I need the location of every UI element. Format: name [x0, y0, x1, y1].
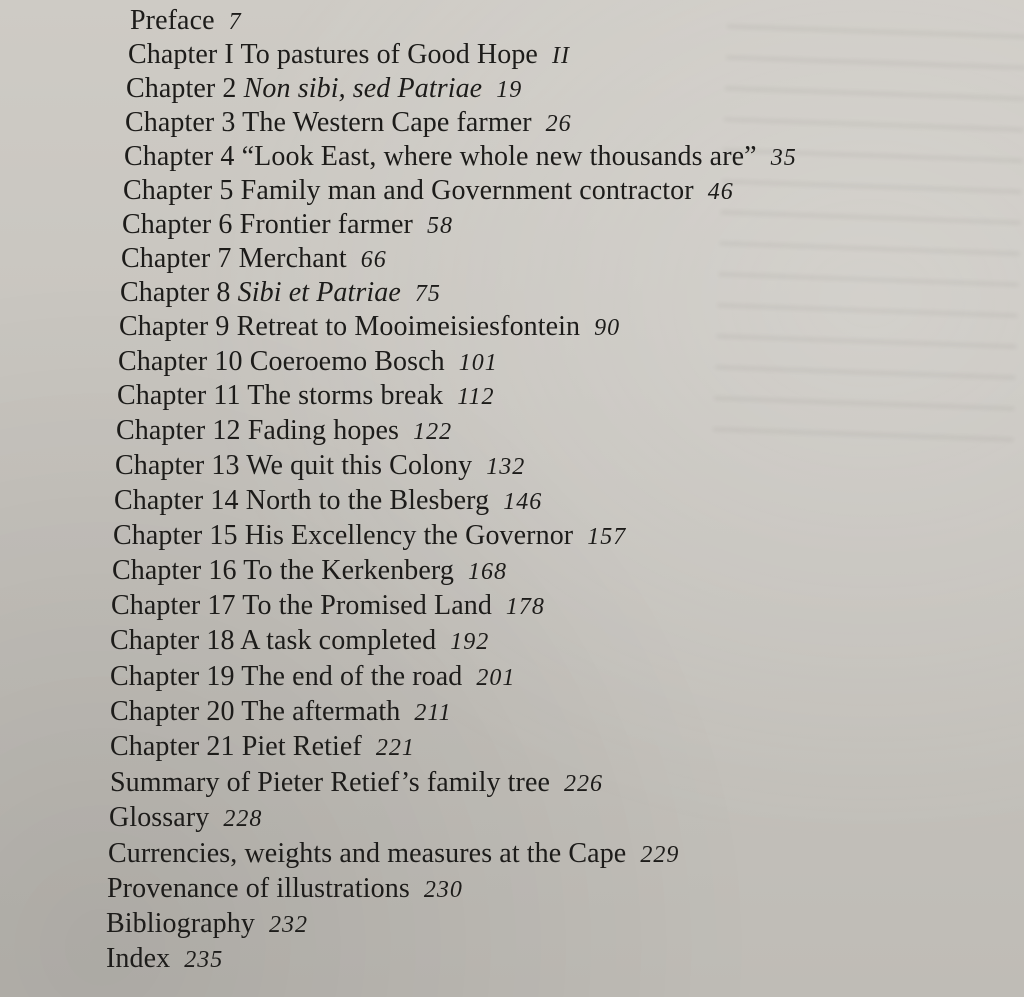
toc-page-number: 122: [413, 419, 453, 445]
toc-entry-title: The end of the road: [241, 661, 463, 692]
toc-page-number: 90: [594, 315, 621, 341]
toc-page-number: 75: [414, 281, 441, 307]
toc-entry-label: Chapter 3: [125, 107, 236, 138]
toc-entry: [108, 837, 679, 872]
toc-page-number: 211: [414, 700, 452, 726]
toc-entry: [111, 589, 545, 624]
toc-entry-title: Retreat to Mooimeisiesfontein: [236, 311, 581, 342]
toc-entry-label: Chapter 21: [110, 731, 235, 762]
toc-entry: [110, 730, 415, 765]
toc-entry: [110, 624, 489, 659]
toc-entry-title: North to the Blesberg: [245, 485, 490, 516]
toc-entry-label: Provenance of illustrations: [107, 873, 410, 904]
toc-page-number: 46: [707, 179, 734, 205]
toc-entry: [106, 907, 308, 942]
toc-entry-label: Chapter 6: [122, 209, 233, 240]
toc-page-number: 230: [423, 877, 463, 903]
toc-page-number: 19: [496, 77, 523, 103]
toc-entry: [107, 872, 463, 907]
toc-entry-label: Currencies, weights and measures at the Cape: [108, 838, 627, 869]
toc-entry-title: Merchant: [238, 243, 347, 274]
toc-page-number: 221: [375, 735, 415, 761]
toc-entry-title: Frontier farmer: [239, 209, 413, 240]
toc-entry-title: The Western Cape farmer: [242, 107, 532, 138]
toc-entry-label: Chapter 12: [116, 415, 241, 446]
toc-entry-label: Chapter 7: [121, 243, 232, 274]
toc-entry-label: Chapter 15: [113, 520, 238, 551]
toc-page-number: 157: [587, 524, 627, 550]
toc-entry: [114, 484, 542, 519]
toc-entry: [112, 554, 507, 589]
toc-page-number: 229: [640, 842, 680, 868]
toc-entry-title: Non sibi, sed Patriae: [243, 73, 483, 104]
toc-page-number: 7: [228, 9, 242, 35]
toc-entry: [110, 695, 452, 730]
toc-entry-title: To pastures of Good Hope: [240, 39, 538, 70]
toc-entry: [120, 276, 441, 311]
toc-entry-title: His Excellency the Governor: [244, 520, 574, 551]
toc-page-number: 146: [503, 489, 543, 515]
toc-page-number: 58: [426, 213, 453, 239]
toc-entry: [121, 242, 387, 277]
toc-entry: [109, 801, 262, 836]
toc-entry: [119, 310, 620, 345]
toc-entry-title: Coeroemo Bosch: [249, 346, 445, 377]
toc-entry: [117, 379, 494, 414]
toc-entry-label: Chapter 8: [120, 277, 231, 308]
toc-entry-title: “Look East, where whole new thousands are”: [241, 141, 757, 172]
toc-entry-title: Fading hopes: [247, 415, 400, 446]
toc-entry-label: Chapter 2: [126, 73, 237, 104]
toc-entry-title: Piet Retief: [241, 731, 362, 762]
toc-entry-label: Chapter 18: [110, 625, 235, 656]
toc-entry: [126, 72, 522, 107]
toc-entry-label: Chapter 17: [111, 590, 236, 621]
toc-page-number: 112: [457, 384, 495, 410]
toc-page-number: 178: [505, 594, 545, 620]
toc-entry-label: Index: [106, 943, 171, 974]
toc-entry-label: Chapter 5: [123, 175, 234, 206]
toc-page-number: 66: [360, 247, 387, 273]
toc-page-number: II: [551, 43, 570, 69]
toc-entry-title: To the Kerkenberg: [243, 555, 454, 586]
toc-entry: [125, 106, 572, 141]
toc-entry-label: Bibliography: [106, 908, 255, 939]
toc-entry-label: Chapter 20: [110, 696, 235, 727]
toc-entry: [106, 942, 223, 977]
toc-entry-title: We quit this Colony: [246, 450, 473, 481]
toc-entry-title: Family man and Government contractor: [240, 175, 694, 206]
toc-entry-label: Glossary: [109, 802, 210, 833]
toc-page-number: 228: [223, 806, 263, 832]
toc-entry-label: Chapter 9: [119, 311, 230, 342]
toc-entry-label: Chapter 14: [114, 485, 239, 516]
toc-page-number: 201: [476, 665, 516, 691]
toc-entry-label: Summary of Pieter Retief’s family tree: [110, 767, 551, 798]
toc-entry: [116, 414, 452, 449]
toc-page-number: 132: [486, 454, 526, 480]
show-through-text: [713, 25, 1024, 455]
toc-page-number: 235: [184, 947, 224, 973]
toc-entry-title: The storms break: [247, 380, 444, 411]
toc-entry: [113, 519, 626, 554]
toc-page-number: 101: [458, 350, 498, 376]
toc-entry-title: Sibi et Patriae: [237, 277, 401, 308]
toc-entry: [115, 449, 525, 484]
toc-entry-label: Chapter 11: [117, 380, 241, 411]
toc-entry-label: Chapter 13: [115, 450, 240, 481]
toc-page-number: 192: [450, 629, 490, 655]
toc-entry: [118, 345, 498, 380]
toc-page-number: 168: [467, 559, 507, 585]
toc-page-number: 232: [268, 912, 308, 938]
toc-entry: [128, 38, 570, 73]
toc-page-number: 35: [770, 145, 797, 171]
toc-entry: [124, 140, 797, 175]
toc-entry: [130, 4, 242, 39]
toc-entry: [122, 208, 453, 243]
toc-entry-label: Chapter 4: [124, 141, 235, 172]
toc-entry: [123, 174, 734, 209]
toc-entry: [110, 660, 515, 695]
toc-entry-label: Chapter 19: [110, 661, 235, 692]
toc-entry: [110, 766, 603, 801]
toc-entry-title: To the Promised Land: [242, 590, 492, 621]
toc-entry-title: A task completed: [240, 625, 437, 656]
toc-page-number: 226: [564, 771, 604, 797]
toc-page-number: 26: [545, 111, 572, 137]
toc-entry-label: Preface: [130, 5, 215, 36]
toc-entry-title: The aftermath: [241, 696, 401, 727]
toc-entry-label: Chapter I: [128, 39, 234, 70]
toc-entry-label: Chapter 10: [118, 346, 243, 377]
toc-entry-label: Chapter 16: [112, 555, 237, 586]
